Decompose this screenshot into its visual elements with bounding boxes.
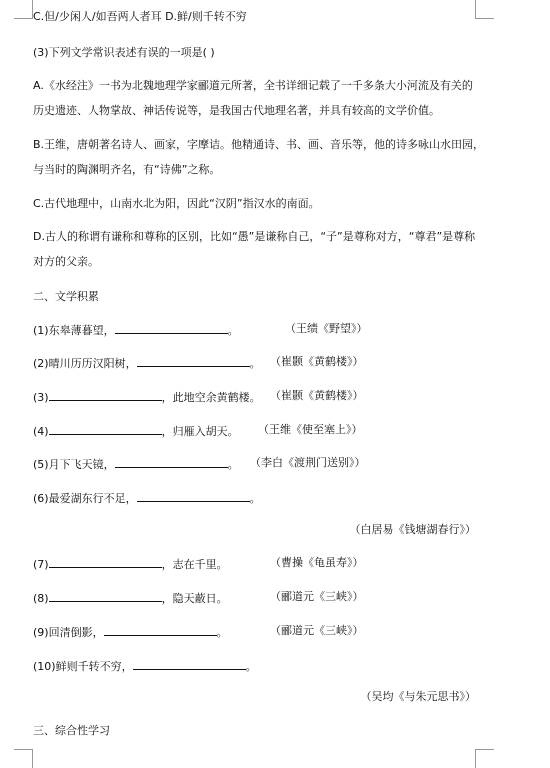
fill-item-2-suffix: 。 [249, 357, 261, 370]
answer-blank-5[interactable] [115, 456, 228, 468]
option-c: C.古代地理中，山南水北为阳，因此“汉阴”指汉水的南面。 [33, 197, 320, 210]
fill-item-10-prefix: (10)鲜则千转不穷， [33, 660, 133, 673]
fill-item-8-suffix: ，隐天蔽日。 [161, 592, 228, 605]
answer-blank-9[interactable] [104, 624, 217, 636]
option-line-cd: C.但/少闲人/如吾两人者耳 D.鲜/则千转不穷 [33, 10, 247, 23]
fill-item-9-source: （郦道元《三峡》） [270, 624, 364, 637]
answer-blank-3[interactable] [49, 389, 162, 401]
fill-item-10-source: （吴均《与朱元思书》） [360, 690, 476, 703]
fill-item-6-source: （白居易《钱塘湖春行》） [349, 523, 476, 536]
fill-item-7 [33, 556, 228, 572]
fill-item-9 [33, 624, 228, 640]
fill-item-8-prefix: (8) [33, 592, 49, 605]
fill-item-3-suffix: ，此地空余黄鹤楼。 [161, 391, 261, 404]
fill-item-10 [33, 658, 257, 674]
fill-item-3-prefix: (3) [33, 391, 49, 404]
fill-item-7-prefix: (7) [33, 558, 49, 571]
option-d-line-1: D.古人的称谓有谦称和尊称的区别，比如“愚”是谦称自己，“子”是尊称对方，“尊君”是尊称 [33, 230, 476, 243]
page-corner-mark-bottom-right [475, 749, 494, 768]
fill-item-1 [33, 322, 239, 338]
fill-item-7-source: （曹操《龟虽寿》） [270, 556, 364, 569]
section-2-heading: 二、文学积累 [33, 290, 99, 303]
option-a-line-2: 历史遗迹、人物掌故、神话传说等，是我国古代地理名著，并具有较高的文学价值。 [33, 104, 440, 117]
fill-item-4-source: （王维《使至塞上》） [258, 423, 363, 436]
option-d-line-2: 对方的父亲。 [33, 255, 99, 268]
option-b-line-2: 与当时的陶渊明齐名，有“诗佛”之称。 [33, 163, 221, 176]
fill-item-5-suffix: 。 [227, 458, 239, 471]
fill-item-1-prefix: (1)东皋薄暮望， [33, 324, 115, 337]
answer-blank-6[interactable] [137, 490, 250, 502]
fill-item-4-suffix: ，归雁入胡天。 [161, 425, 239, 438]
fill-item-8 [33, 590, 228, 606]
answer-blank-4[interactable] [49, 423, 162, 435]
fill-item-6-prefix: (6)最爱湖东行不足， [33, 492, 137, 505]
page-corner-mark-top-left [14, 0, 33, 19]
answer-blank-8[interactable] [49, 590, 162, 602]
fill-item-3-source: （崔颢《黄鹤楼》） [270, 389, 364, 402]
page-corner-mark-bottom-left [14, 749, 33, 768]
page-corner-mark-top-right [475, 0, 494, 19]
fill-item-6-suffix: 。 [249, 492, 261, 505]
fill-item-5-prefix: (5)月下飞天镜， [33, 458, 115, 471]
answer-blank-1[interactable] [115, 322, 228, 334]
fill-item-5-source: （李白《渡荆门送别》） [250, 456, 366, 469]
answer-blank-2[interactable] [137, 355, 250, 367]
fill-item-8-source: （郦道元《三峡》） [270, 590, 364, 603]
fill-item-9-prefix: (9)回清倒影， [33, 626, 104, 639]
fill-item-6 [33, 490, 261, 506]
fill-item-2 [33, 355, 261, 371]
fill-item-9-suffix: 。 [216, 626, 228, 639]
fill-item-4-prefix: (4) [33, 425, 49, 438]
fill-item-7-suffix: ，志在千里。 [161, 558, 228, 571]
fill-item-1-suffix: 。 [227, 324, 239, 337]
section-3-heading: 三、综合性学习 [33, 724, 110, 737]
fill-item-2-prefix: (2)晴川历历汉阳树， [33, 357, 137, 370]
fill-item-1-source: （王绩《野望》） [285, 322, 368, 335]
answer-blank-10[interactable] [133, 658, 246, 670]
fill-item-10-suffix: 。 [245, 660, 257, 673]
fill-item-4 [33, 423, 239, 439]
option-b-line-1: B.王维，唐朝著名诗人、画家，字摩诘。他精通诗、书、画、音乐等，他的诗多咏山水田园， [33, 138, 485, 151]
fill-item-3 [33, 389, 261, 405]
answer-blank-7[interactable] [49, 556, 162, 568]
question-3-prompt: (3)下列文学常识表述有误的一项是( ) [33, 46, 215, 59]
fill-item-5 [33, 456, 239, 472]
option-a-line-1: A.《水经注》一书为北魏地理学家郦道元所著，全书详细记载了一千多条大小河流及有关的 [33, 79, 473, 92]
fill-item-2-source: （崔颢《黄鹤楼》） [270, 355, 364, 368]
